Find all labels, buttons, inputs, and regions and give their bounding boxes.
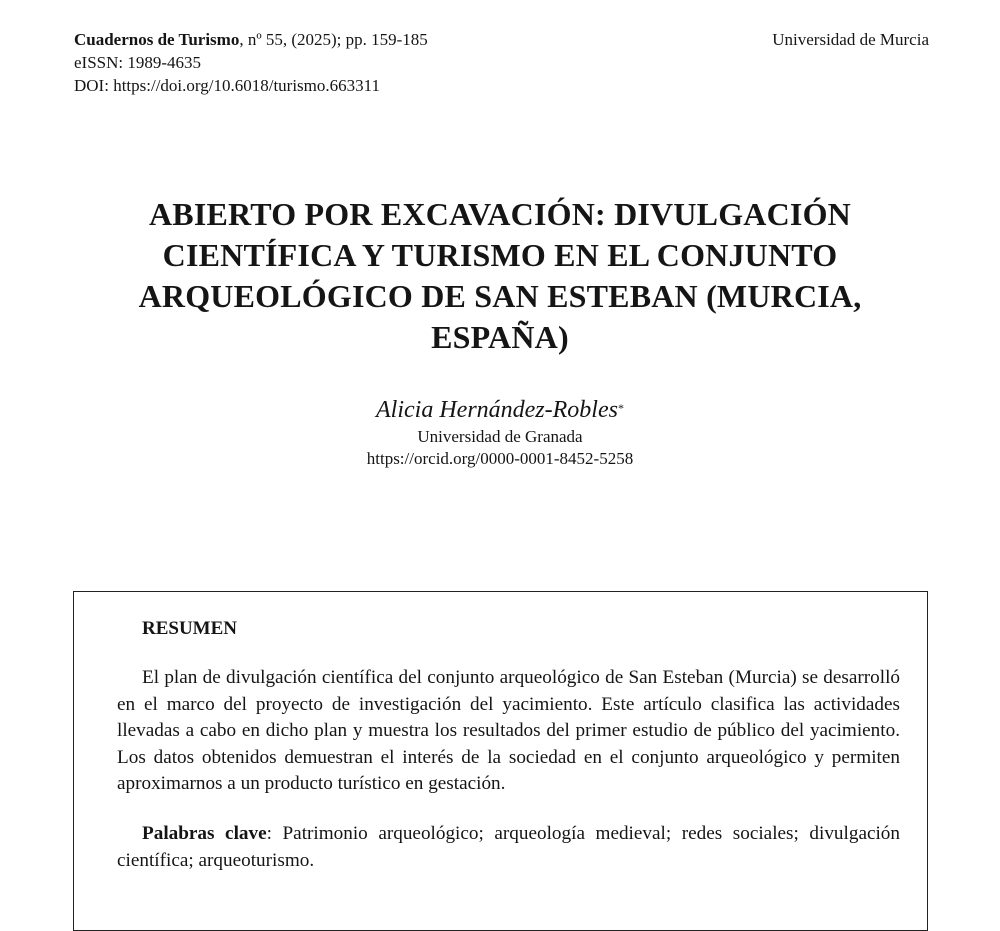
author-name-line (200, 394, 800, 426)
journal-citation (74, 28, 428, 97)
keywords-paragraph (117, 821, 900, 874)
title-line: ARQUEOLÓGICO DE SAN ESTEBAN (MURCIA, (138, 278, 862, 314)
author-affiliation: Universidad de Granada (417, 427, 583, 446)
eissn: eISSN: 1989-4635 (74, 53, 202, 72)
keywords-label: Palabras clave (142, 823, 267, 844)
article-title (100, 194, 900, 358)
publisher: Universidad de Murcia (772, 30, 929, 49)
author-name: Alicia Hernández-Robles (376, 397, 618, 423)
author-orcid: https://orcid.org/0000-0001-8452-5258 (366, 449, 634, 468)
journal-name: Cuadernos de Turismo (74, 30, 240, 49)
title-line: ABIERTO POR EXCAVACIÓN: DIVULGACIÓN (149, 196, 851, 232)
author-footnote-mark: * (617, 401, 624, 415)
abstract-heading: RESUMEN (142, 618, 238, 639)
keywords-list: : Patrimonio arqueológico; arqueología medieval; redes sociales; divulgación científica; arqueoturismo. (117, 823, 900, 871)
title-line: ESPAÑA) (431, 319, 569, 355)
author-block (200, 394, 800, 470)
abstract-box (73, 591, 928, 931)
journal-line (74, 28, 428, 51)
abstract-text: El plan de divulgación científica del conjunto arqueológico de San Esteban (Murcia) se desarrolló en el marco del proyecto de investigación del yacimiento. Este artículo clasifica las actividades llevadas a cabo en dicho plan y muestra los resultados del primer estudio de público del yacimiento. Los datos obtenidos demuestran el interés de la sociedad en el conjunto arqueológico y permiten aproximarnos a un producto turístico en gestación. (117, 667, 900, 794)
title-line: CIENTÍFICA Y TURISMO EN EL CONJUNTO (162, 237, 838, 273)
issue-info: , nº 55, (2025); pp. 159-185 (239, 30, 428, 49)
doi: DOI: https://doi.org/10.6018/turismo.663311 (74, 76, 381, 95)
